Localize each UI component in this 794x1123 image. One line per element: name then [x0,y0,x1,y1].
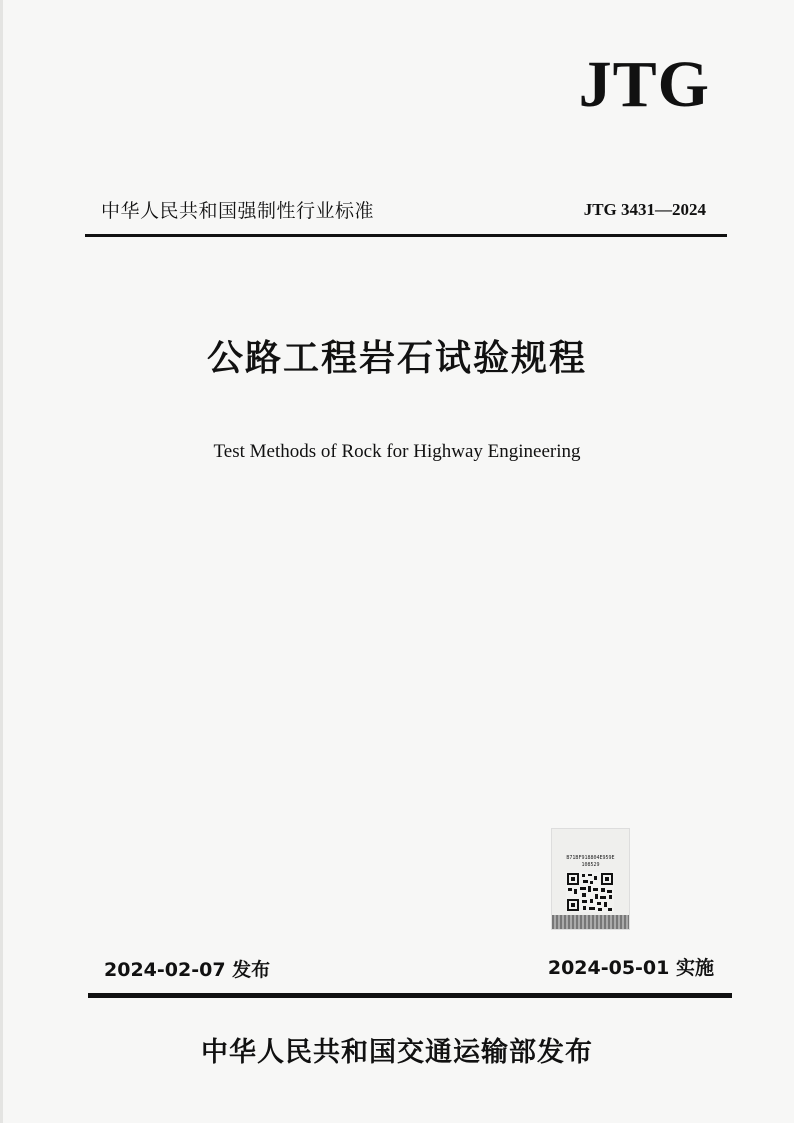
issue-date: 2024-02-07 发布 [104,959,271,981]
qr-code-icon [566,872,614,912]
anti-counterfeit-code [552,855,629,869]
anti-counterfeit-code-line1: B71BF918804E959E [566,855,615,861]
jtg-logo: JTG [578,48,710,121]
footer-divider [88,993,732,998]
anti-counterfeit-label [551,828,630,930]
effective-date: 2024-05-01 实施 [547,957,714,979]
label-stripe [552,915,629,929]
publisher: 中华人民共和国交通运输部发布 [201,1037,593,1068]
document-title-en: Test Methods of Rock for Highway Engineering [213,441,581,462]
header-divider [85,234,727,237]
anti-counterfeit-code-line2: 108529 [581,862,600,868]
document-title-cn: 公路工程岩石试验规程 [206,338,587,379]
standard-category: 中华人民共和国强制性行业标准 [101,200,375,222]
standard-code: JTG 3431—2024 [583,200,706,219]
